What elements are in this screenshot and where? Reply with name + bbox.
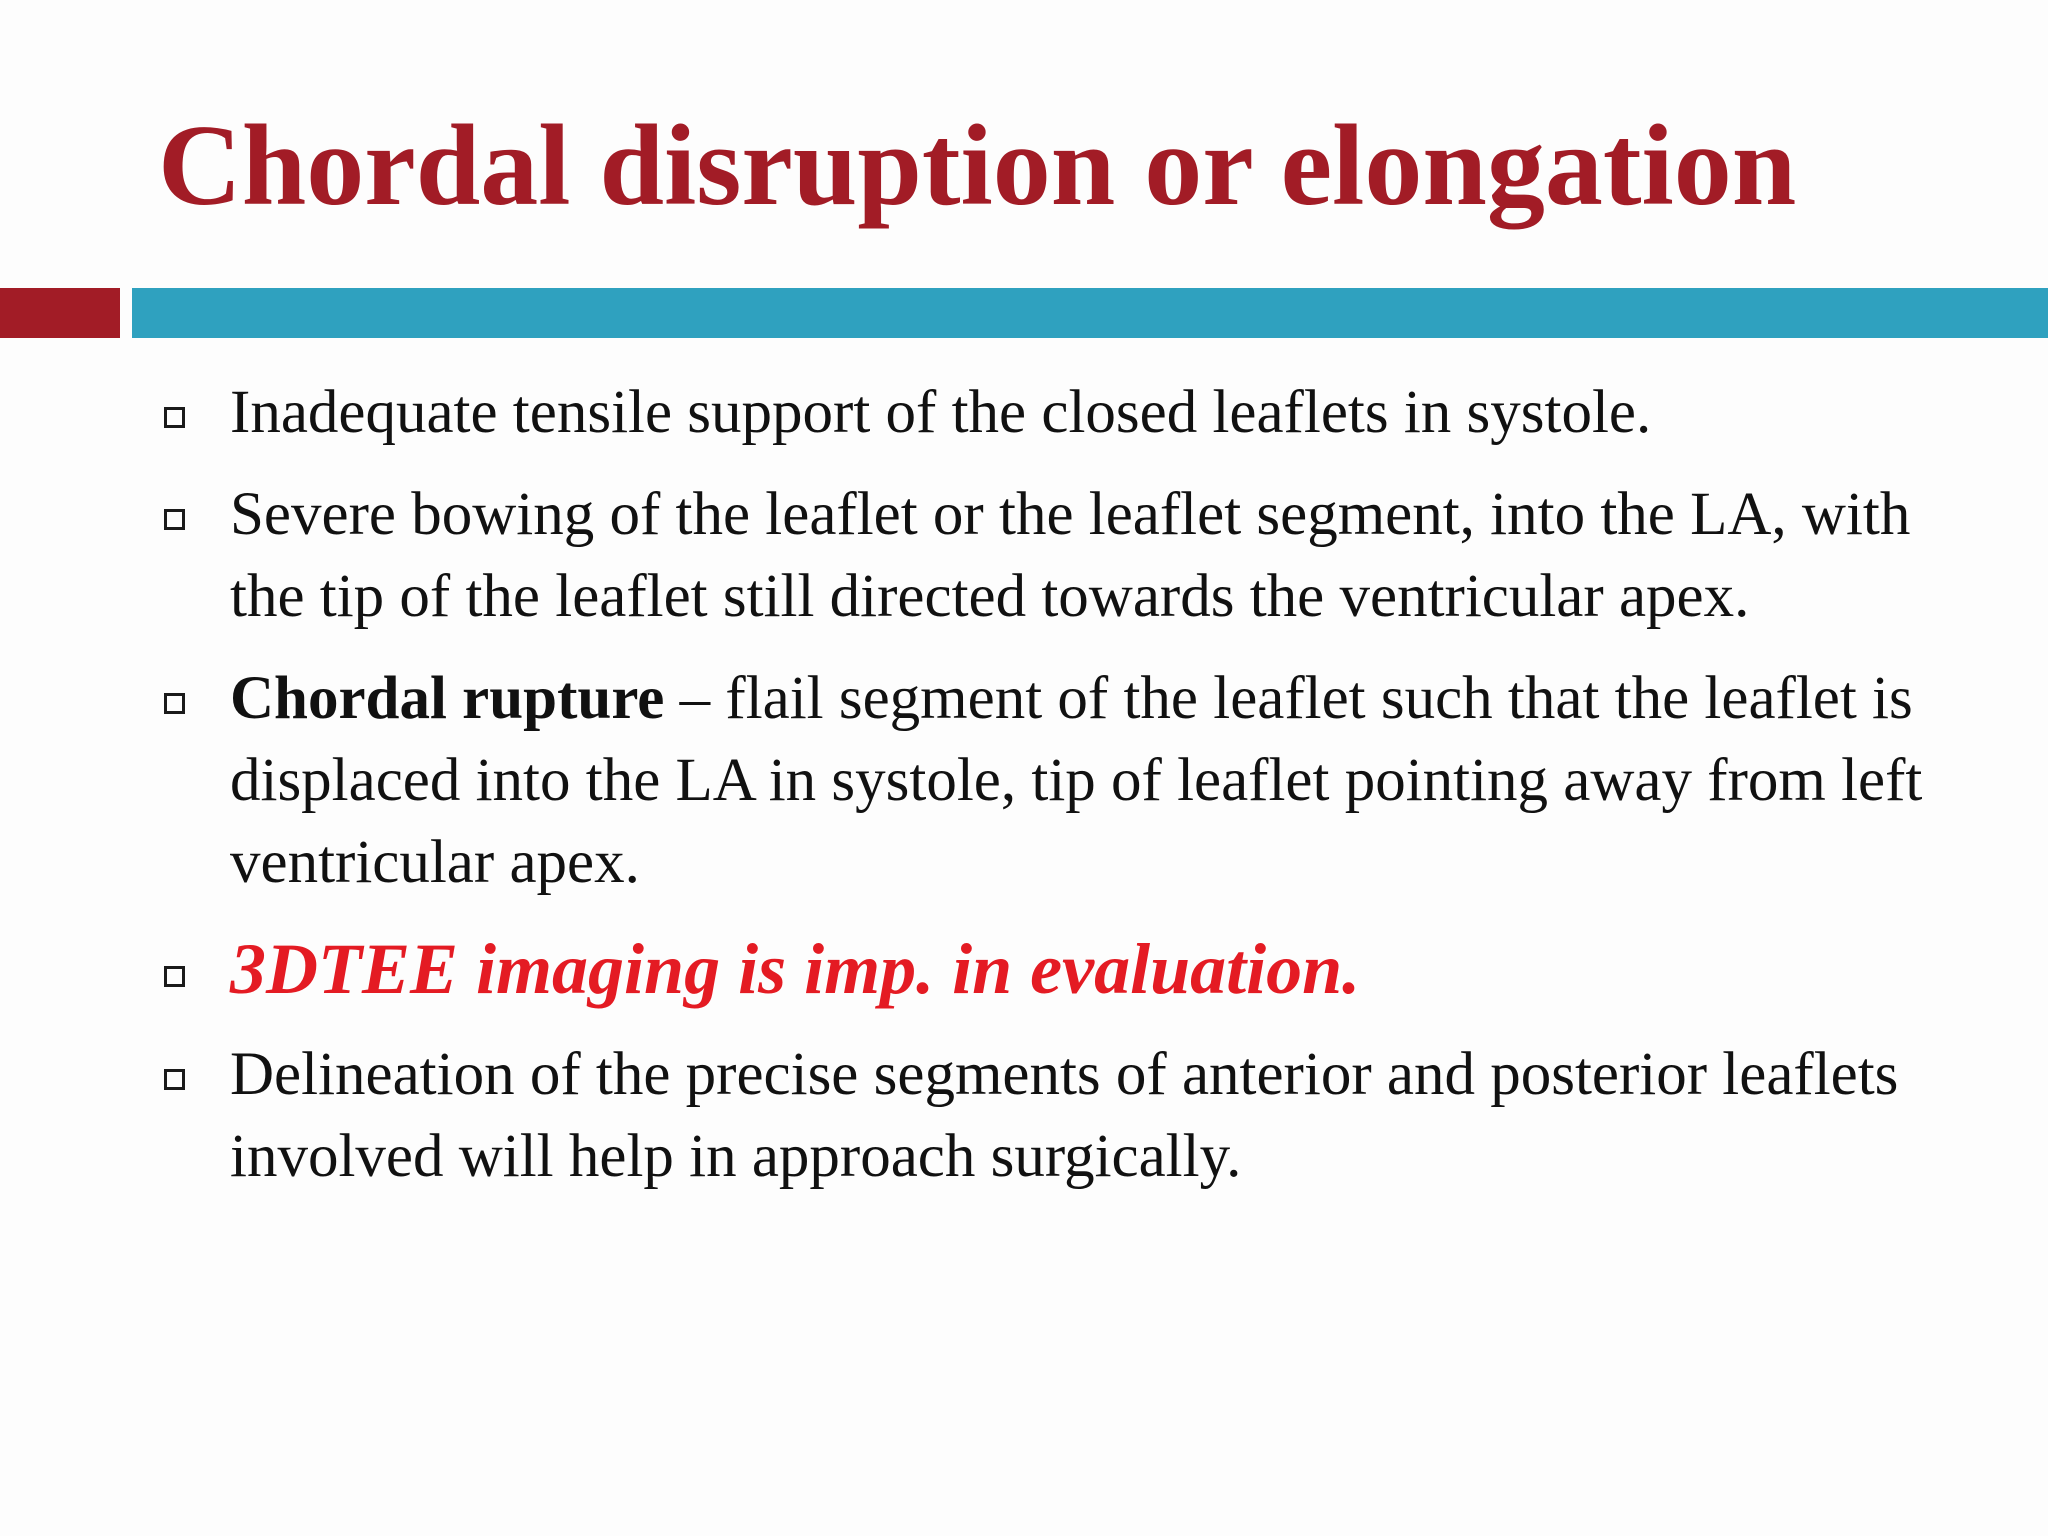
accent-bar-left — [0, 288, 120, 338]
bullet-text: Delineation of the precise segments of anterior and posterior leaflets involved will help in approach surgically. — [230, 1041, 1899, 1190]
bullet-item-highlight — [160, 924, 1990, 1014]
square-outline-icon — [164, 1069, 185, 1090]
square-outline-icon — [164, 407, 185, 428]
accent-bar-right — [132, 288, 2048, 338]
bullet-item — [160, 474, 1990, 638]
bullet-emphasis-text: 3DTEE imaging is imp. in evaluation. — [230, 929, 1361, 1009]
slide-title: Chordal disruption or elongation — [158, 102, 1797, 230]
bullet-text: – flail segment of the leaflet such that the leaflet is displaced into the LA in systole, tip of leaflet pointing away from left ventricular apex. — [230, 665, 1923, 896]
square-outline-icon — [164, 693, 185, 714]
bullet-bold-lead: Chordal rupture — [230, 665, 665, 732]
bullet-text: Inadequate tensile support of the closed leaflets in systole. — [230, 379, 1652, 446]
bullet-item — [160, 658, 1990, 904]
square-outline-icon — [164, 509, 185, 530]
bullet-text: Severe bowing of the leaflet or the leaflet segment, into the LA, with the tip of the leaflet still directed towards the ventricular apex. — [230, 481, 1911, 630]
bullet-item — [160, 372, 1990, 454]
bullet-item — [160, 1034, 1990, 1198]
square-outline-icon — [164, 966, 185, 987]
bullet-list — [160, 372, 1990, 1218]
